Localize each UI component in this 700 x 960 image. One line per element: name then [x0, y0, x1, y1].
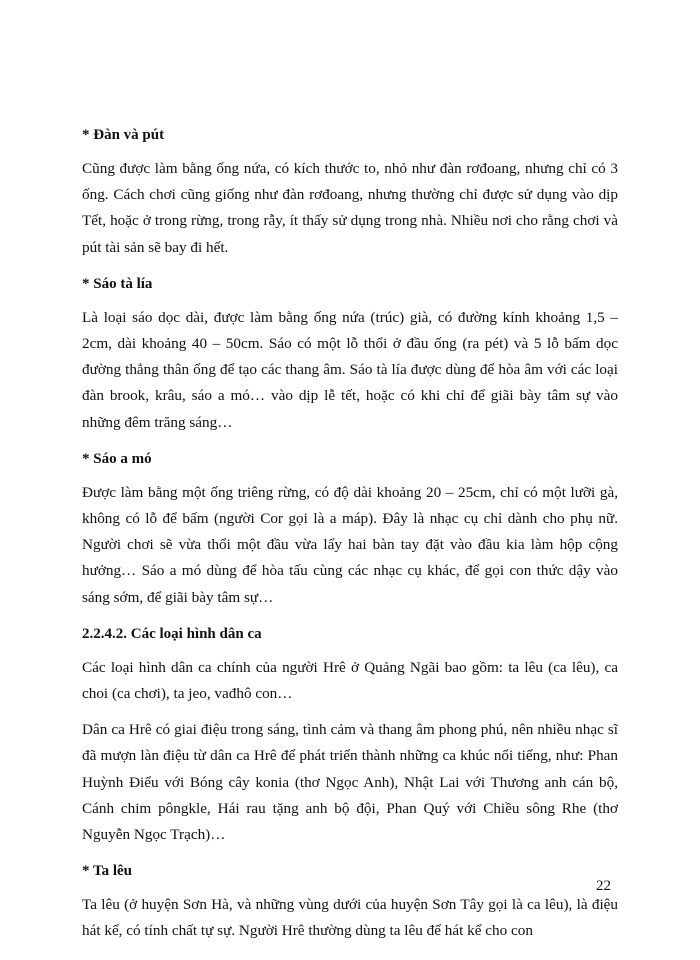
paragraph-dan-ca-intro: Các loại hình dân ca chính của người Hrê ở Quảng Ngãi bao gồm: ta lêu (ca lêu), ca choi (ca chơi), ta jeo, vađhô con…: [82, 658, 618, 703]
heading-cac-loai-hinh-dan-ca: 2.2.4.2. Các loại hình dân ca: [82, 625, 262, 642]
paragraph-sao-ta-lia: Là loại sáo dọc dài, được làm bằng ống nứa (trúc) già, có đường kính khoảng 1,5 – 2cm, dài khoảng 40 – 50cm. Sáo có một lỗ thổi ở đầu ống (ra pét) và 5 lỗ bấm dọc đường thẳng thân ống để tạo các thang âm. Sáo tà lía được dùng để hòa âm với các loại đàn brook, krâu, sáo a mó… vào dịp lễ tết, hoặc có khi chỉ để giãi bày tâm sự vào những đêm trăng sáng…: [82, 308, 618, 431]
paragraph-ta-leu: Ta lêu (ở huyện Sơn Hà, và những vùng dưới của huyện Sơn Tây gọi là ca lêu), là điệu hát kể, có tính chất tự sự. Người Hrê thường dùng ta lêu để hát kể cho con: [82, 896, 618, 940]
paragraph-sao-a-mo: Được làm bằng một ống triêng rừng, có độ dài khoảng 20 – 25cm, chỉ có một lưỡi gà, không có lỗ để bấm (người Cor gọi là a máp). Đây là nhạc cụ chỉ dành cho phụ nữ. Người chơi sẽ vừa thổi một đầu vừa lấy hai bàn tay đặt vào đầu kia làm hộp cộng hưởng… Sáo a mó dùng để hòa tấu cùng các nhạc cụ khác, để gọi con thức dậy vào sáng sớm, để giãi bày tâm sự…: [82, 483, 618, 606]
heading-dan-va-put: * Đàn và pút: [82, 127, 165, 143]
paragraph-dan-va-put: Cũng được làm bằng ống nứa, có kích thước to, nhỏ như đàn rơđoang, nhưng chỉ có 3 ống. Cách chơi cũng giống như đàn rơđoang, nhưng thường chỉ được sử dụng vào dịp Tết, hoặc ở trong rừng, trong rẫy, ít thấy sử dụng trong nhà. Nhiều nơi cho rằng chơi và pút tài sản sẽ bay đi hết.: [82, 160, 618, 256]
page-number: 22: [596, 878, 611, 894]
paragraph-dan-ca-hre: Dân ca Hrê có giai điệu trong sáng, tình cảm và thang âm phong phú, nên nhiều nhạc sĩ đã mượn làn điệu từ dân ca Hrê để phát triển thành những ca khúc nổi tiếng, như: Phan Huỳnh Điểu với Bóng cây konia (thơ Ngọc Anh), Nhật Lai với Thương anh cán bộ, Cánh chim pôngkle, Hái rau tặng anh bộ đội, Phan Quý với Chiều sông Rhe (thơ Nguyễn Ngọc Trạch)…: [82, 721, 618, 844]
heading-sao-a-mo: * Sáo a mó: [82, 450, 152, 467]
heading-ta-leu: * Ta lêu: [82, 863, 133, 880]
heading-sao-ta-lia: * Sáo tà lía: [82, 275, 153, 292]
document-body: [82, 122, 618, 955]
